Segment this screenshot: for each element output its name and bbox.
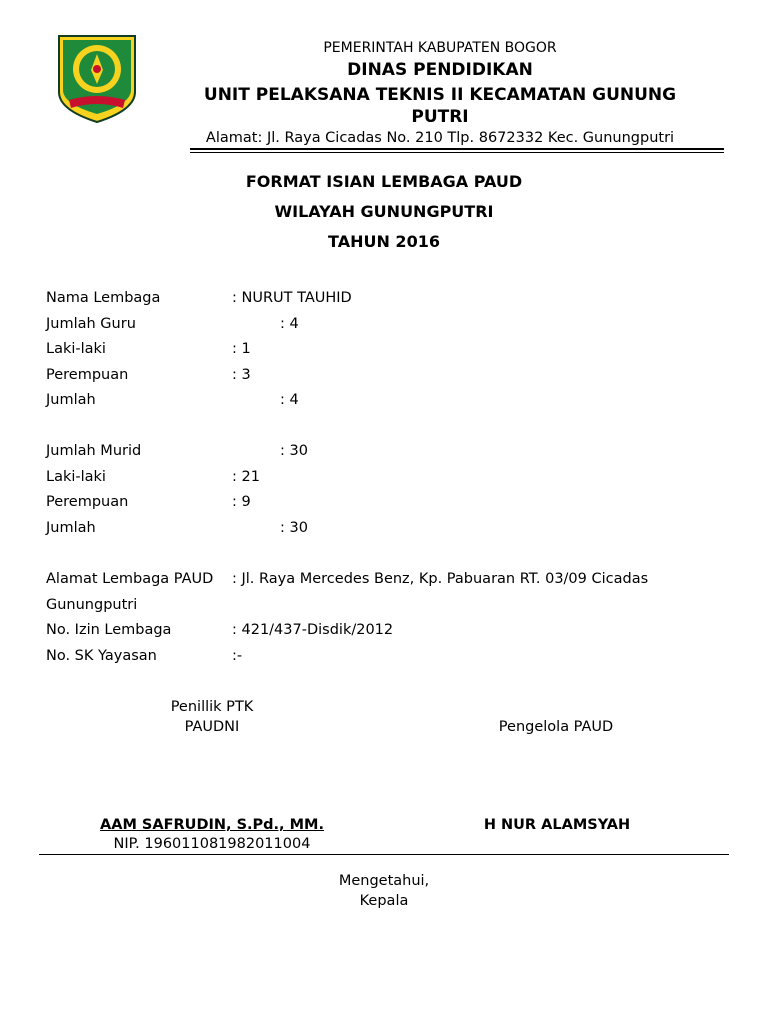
signer-left-subtitle: PAUDNI bbox=[184, 719, 240, 735]
jumlah-guru-label: Jumlah Guru bbox=[46, 316, 136, 332]
signature-divider bbox=[39, 854, 729, 855]
murid-jumlah-label: Jumlah bbox=[46, 520, 96, 536]
sk-value: :- bbox=[232, 648, 243, 664]
form-region: WILAYAH GUNUNGPUTRI bbox=[274, 202, 494, 221]
header-unit: UNIT PELAKSANA TEKNIS II KECAMATAN GUNUNG PUTRI bbox=[203, 85, 677, 127]
guru-perempuan-label: Perempuan bbox=[46, 367, 129, 383]
header-divider bbox=[190, 148, 724, 150]
bogor-regency-logo bbox=[57, 34, 137, 124]
alamat-label: Alamat Lembaga PAUD bbox=[46, 571, 214, 587]
jumlah-guru-value: : 4 bbox=[280, 316, 299, 332]
signer-right-title: Pengelola PAUD bbox=[498, 719, 614, 735]
footer-acknowledge: Mengetahui, bbox=[338, 873, 430, 889]
header-address: Alamat: Jl. Raya Cicadas No. 210 Tlp. 8672332 Kec. Gunungputri bbox=[205, 130, 675, 146]
murid-laki-value: : 21 bbox=[232, 469, 260, 485]
izin-label: No. Izin Lembaga bbox=[46, 622, 172, 638]
guru-jumlah-label: Jumlah bbox=[46, 392, 96, 408]
signer-left-nip: NIP. 196011081982011004 bbox=[113, 836, 311, 852]
footer-head: Kepala bbox=[359, 893, 409, 909]
jumlah-murid-label: Jumlah Murid bbox=[46, 443, 142, 459]
signer-left-name bbox=[62, 817, 362, 833]
header-department: DINAS PENDIDIKAN bbox=[347, 60, 533, 80]
header-government: PEMERINTAH KABUPATEN BOGOR bbox=[323, 40, 557, 56]
signer-left-title: Penillik PTK bbox=[170, 699, 254, 715]
guru-laki-label: Laki-laki bbox=[46, 341, 106, 357]
guru-jumlah-value: : 4 bbox=[280, 392, 299, 408]
murid-laki-label: Laki-laki bbox=[46, 469, 106, 485]
murid-perempuan-label: Perempuan bbox=[46, 494, 129, 510]
murid-perempuan-value: : 9 bbox=[232, 494, 251, 510]
form-title: FORMAT ISIAN LEMBAGA PAUD bbox=[245, 172, 523, 191]
signer-left-name-text: AAM SAFRUDIN, S.Pd., MM. bbox=[100, 817, 324, 833]
form-year: TAHUN 2016 bbox=[328, 232, 440, 251]
signer-right-name: H NUR ALAMSYAH bbox=[483, 817, 631, 833]
nama-lembaga-value: : NURUT TAUHID bbox=[232, 290, 352, 306]
alamat-value-cont: Gunungputri bbox=[46, 597, 138, 613]
guru-laki-value: : 1 bbox=[232, 341, 251, 357]
izin-value: : 421/437-Disdik/2012 bbox=[232, 622, 394, 638]
guru-perempuan-value: : 3 bbox=[232, 367, 251, 383]
sk-label: No. SK Yayasan bbox=[46, 648, 157, 664]
alamat-value: : Jl. Raya Mercedes Benz, Kp. Pabuaran RT. 03/09 Cicadas bbox=[232, 571, 649, 587]
nama-lembaga-label: Nama Lembaga bbox=[46, 290, 161, 306]
header-divider-thin bbox=[190, 152, 724, 153]
murid-jumlah-value: : 30 bbox=[280, 520, 308, 536]
jumlah-murid-value: : 30 bbox=[280, 443, 308, 459]
